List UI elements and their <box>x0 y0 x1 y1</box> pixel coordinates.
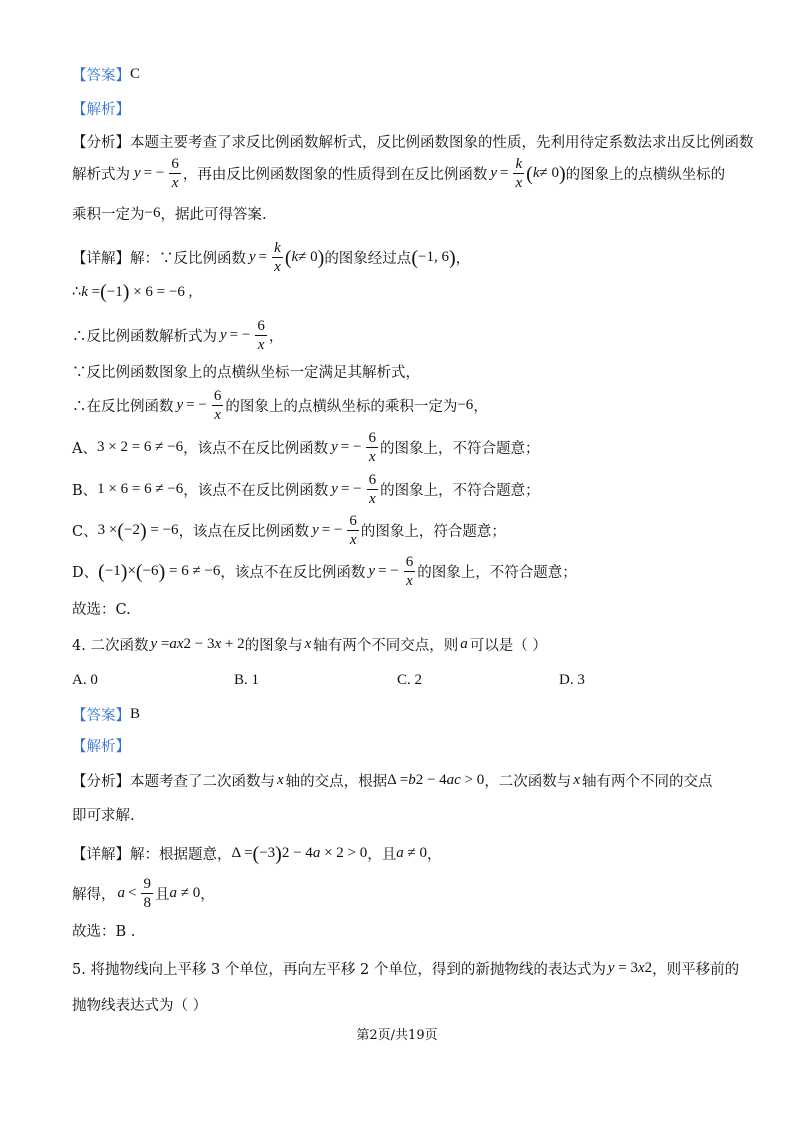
question-text: ，则平移前的 <box>652 962 740 978</box>
option-text: 的图象上，符合题意； <box>360 524 506 540</box>
option-b-line: B、 1 × 6 = 6 ≠ −6 ，该点不在反比例函数 y = − $\frac{6}{x}$ 的图象上，不符合题意； <box>72 472 540 507</box>
question-text: 轴有两个不同交点，则 <box>313 638 459 654</box>
fraction: $\frac{6}{x}$ <box>171 156 179 191</box>
fraction: $\frac{6}{x}$ <box>368 430 376 465</box>
detail-text: ∴反比例函数解析式为 <box>72 329 217 345</box>
option-c-line: C、 3 × ( −2 ) = −6 ，该点在反比例函数 y = − $\frac{6}{x}$ 的图象上，符合题意； <box>72 513 506 548</box>
fenxi-text: 轴有两个不同的交点 <box>581 774 713 790</box>
fenxi-text: ，再由反比例函数图象的性质得到在反比例函数 <box>182 167 488 183</box>
detail-line-5: ∴在反比例函数 y = − $\frac{6}{x}$ 的图象上的点横纵坐标的乘积一定为 −6 ， <box>72 388 488 423</box>
option-text: 的图象上，不符合题意； <box>380 483 540 499</box>
option-a-line: A、 3 × 2 = 6 ≠ −6 ，该点不在反比例函数 y = − $\frac{6}{x}$ 的图象上，不符合题意； <box>72 430 540 465</box>
fraction: $\frac{k}{x}$ <box>274 240 281 275</box>
fraction: $\frac{6}{x}$ <box>257 318 265 353</box>
option-text: ，该点不在反比例函数 <box>220 565 366 581</box>
fenxi-line-2 <box>72 804 135 825</box>
conclusion-text: 故选：C. <box>72 602 131 618</box>
answer-tag: 【答案】 <box>72 68 130 84</box>
analysis-heading <box>72 98 130 119</box>
fenxi-line-1 <box>72 131 754 152</box>
fenxi-tag: 【分析】 <box>72 135 130 151</box>
answer-line <box>72 704 140 725</box>
fenxi-text: 乘积一定为 <box>72 207 145 223</box>
question-text: 4. 二次函数 <box>72 638 149 654</box>
option-text: ，该点不在反比例函数 <box>183 441 329 457</box>
punct: ， <box>473 399 488 415</box>
fraction: $\frac{6}{x}$ <box>405 554 414 589</box>
conclusion-line <box>72 598 131 619</box>
question-text: 抛物线表达式为（ ） <box>72 998 208 1014</box>
detail-text: 解得， <box>72 887 116 903</box>
conclusion-text: 故选：B . <box>72 924 136 940</box>
option-text: 的图象上，不符合题意； <box>379 441 540 457</box>
analysis-tag: 【解析】 <box>72 102 130 118</box>
choice-d[interactable]: D. 3 <box>559 672 585 688</box>
answer-line <box>72 64 140 85</box>
detail-tag: 【详解】 <box>72 847 130 863</box>
detail-line-1: 【详解】 解：根据题意， Δ = ( −3 ) 2 − 4 a × 2 > 0 ，且 a ≠ 0 ， <box>72 842 442 865</box>
fenxi-text: 即可求解. <box>72 808 135 824</box>
answer-value: C <box>130 66 141 82</box>
question-4-stem: 4. 二次函数 y = ax 2 − 3 x + 2 的图象与 x 轴有两个不同交点，则 a 可以是（ ） <box>72 636 547 654</box>
fenxi-text: 轴的交点，根据 <box>285 774 388 790</box>
detail-line-2: ∴ k = ( −1 ) × 6 = −6 , <box>72 281 193 303</box>
fenxi-text: 的图象上的点横纵坐标的 <box>565 167 726 183</box>
fenxi-text: 本题主要考查了求反比例函数解析式，反比例函数图象的性质，先利用待定系数法求出反比例函数 <box>130 135 754 151</box>
option-label: A、 <box>72 441 97 457</box>
formula: y <box>134 165 141 181</box>
option-text: 的图象上，不符合题意； <box>417 565 577 581</box>
question-text: 5. 将抛物线向上平移 3 个单位，再向左平移 2 个单位，得到的新抛物线的表达式为 <box>72 962 606 978</box>
analysis-heading <box>72 735 130 756</box>
detail-text: 解：根据题意， <box>130 847 232 863</box>
detail-text: ∴ <box>72 284 82 300</box>
punct: ， <box>200 887 215 903</box>
fenxi-line-1: 【分析】 本题考查了二次函数与 x 轴的交点，根据 Δ = b 2 − 4 ac > 0 ，二次函数与 x 轴有两个不同的交点 <box>72 772 713 790</box>
answer-value: B <box>130 706 141 722</box>
option-text: ，该点不在反比例函数 <box>183 483 329 499</box>
detail-text: ，且 <box>367 847 397 863</box>
punct: ， <box>426 847 442 863</box>
punct: ， <box>268 329 284 345</box>
punct: ， <box>455 251 471 267</box>
detail-text: 的图象经过点 <box>324 251 412 267</box>
question-text: 的图象与 <box>244 638 303 654</box>
fenxi-text: 本题考查了二次函数与 <box>130 774 275 790</box>
fraction: $\frac{6}{x}$ <box>349 513 357 548</box>
option-label: C、 <box>72 524 98 540</box>
choice-b[interactable]: B. 1 <box>234 672 260 688</box>
detail-line-4 <box>72 361 420 382</box>
question-text: 可以是（ ） <box>469 638 547 654</box>
conclusion-line <box>72 920 135 941</box>
option-label: D、 <box>72 565 99 581</box>
detail-text: 的图象上的点横纵坐标的乘积一定为 <box>225 399 458 415</box>
choice-c[interactable]: C. 2 <box>397 672 423 688</box>
fraction: $\frac{9}{8}$ <box>143 876 151 911</box>
question-5-stem: 5. 将抛物线向上平移 3 个单位，再向左平移 2 个单位，得到的新抛物线的表达式为 y = 3 x 2 ，则平移前的 <box>72 960 740 978</box>
detail-text: 且 <box>154 887 170 903</box>
fenxi-tag: 【分析】 <box>72 774 130 790</box>
detail-line-3: ∴反比例函数解析式为 y = − $\frac{6}{x}$ ， <box>72 318 284 353</box>
option-d-line: D、 ( −1 ) × ( −6 ) = 6 ≠ −6 ，该点不在反比例函数 y = − $\frac{6}{x}$ 的图象上，不符合题意； <box>72 554 577 589</box>
answer-tag: 【答案】 <box>72 708 130 724</box>
fraction: $\frac{6}{x}$ <box>213 388 222 423</box>
detail-text: ∴在反比例函数 <box>72 399 174 415</box>
option-text: ，该点在反比例函数 <box>178 524 310 540</box>
fraction: $\frac{6}{x}$ <box>368 472 377 507</box>
detail-line-1: 【详解】 解：∵反比例函数 y = $\frac{k}{x}$ ( k ≠ 0 ) 的图象经过点 ( −1, 6 ) ， <box>72 240 471 275</box>
fenxi-text: 解析式为 <box>72 167 130 183</box>
analysis-tag: 【解析】 <box>72 739 130 755</box>
fenxi-text: ，二次函数与 <box>484 774 572 790</box>
detail-text: 解：∵反比例函数 <box>130 251 246 267</box>
fenxi-line-3: 乘积一定为 −6 ，据此可得答案. <box>72 205 267 223</box>
choices-row <box>72 672 722 692</box>
detail-line-2: 解得， a < $\frac{9}{8}$ 且 a ≠ 0 ， <box>72 876 215 911</box>
option-label: B、 <box>72 483 98 499</box>
detail-text: ∵反比例函数图象上的点横纵坐标一定满足其解析式， <box>72 365 420 381</box>
detail-tag: 【详解】 <box>72 251 130 267</box>
choice-a[interactable]: A. 0 <box>72 672 98 688</box>
fenxi-text: ，据此可得答案. <box>160 207 267 223</box>
question-5-stem-line-2 <box>72 994 207 1015</box>
page-number: 第2页/共19页 <box>356 1028 438 1043</box>
fraction: $\frac{k}{x}$ <box>515 156 523 191</box>
fenxi-line-2: 解析式为 y = − $\frac{6}{x}$ ，再由反比例函数图象的性质得到在反比例函数 y = $\frac{k}{x}$ ( k ≠ 0 ) 的图象上的点横纵坐标的 <box>72 156 726 191</box>
